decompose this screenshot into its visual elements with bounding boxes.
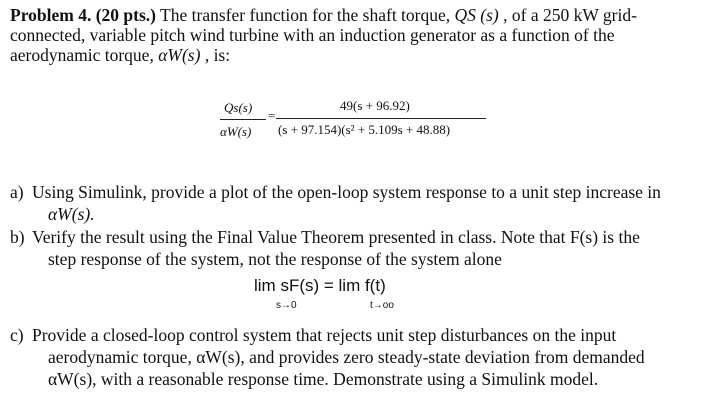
qs-symbol: QS (s) xyxy=(454,5,499,25)
tf-rhs-denominator: (s + 97.154)(s² + 5.109s + 48.88) xyxy=(278,122,451,137)
tf-lhs-denominator: αW(s) xyxy=(220,124,252,139)
fvt-sub-right: t→oo xyxy=(370,300,394,311)
item-a-label: a) xyxy=(10,182,24,202)
item-b-line-2: step response of the system, not the response of the system alone xyxy=(48,249,502,269)
item-a-line-1: Using Simulink, provide a plot of the open-loop system response to a unit step increase in xyxy=(32,182,661,202)
problem-text-1: The transfer function for the shaft torque, xyxy=(155,5,455,25)
item-c-label: c) xyxy=(10,325,24,345)
problem-line-2: connected, variable pitch wind turbine with an induction generator as a function of the xyxy=(10,25,615,45)
item-b-label: b) xyxy=(10,227,25,247)
final-value-theorem xyxy=(254,276,494,316)
problem-text-2: , of a 250 kW grid- xyxy=(498,5,637,25)
item-c-line-1: Provide a closed-loop control system that rejects unit step disturbances on the input xyxy=(32,325,617,345)
fvt-sub-left: s→0 xyxy=(276,300,297,311)
tf-equals: = xyxy=(268,108,276,123)
item-c-line-2: aerodynamic torque, αW(s), and provides zero steady-state deviation from demanded xyxy=(48,347,645,367)
problem-heading: Problem 4. (20 pts.) xyxy=(10,5,156,25)
item-b-line-1: Verify the result using the Final Value Theorem presented in class. Note that F(s) is the xyxy=(32,227,640,247)
item-c-line-3: αW(s), with a reasonable response time. Demonstrate using a Simulink model. xyxy=(48,369,599,389)
tf-rhs-fraction-bar xyxy=(276,118,486,119)
problem-statement xyxy=(10,5,700,65)
problem-text-3: aerodynamic torque, xyxy=(10,45,159,65)
item-a-line-2: αW(s). xyxy=(48,204,95,224)
problem-text-4: , is: xyxy=(200,45,231,65)
item-b xyxy=(10,226,700,270)
item-c xyxy=(10,324,700,390)
fvt-expression: lim sF(s) = lim f(t) xyxy=(254,276,386,295)
aw-symbol: αW(s) xyxy=(158,45,201,65)
transfer-function-equation xyxy=(210,92,500,172)
tf-rhs-numerator: 49(s + 96.92) xyxy=(340,98,410,113)
item-a xyxy=(10,181,700,225)
tf-lhs-numerator: Qs(s) xyxy=(224,100,253,115)
tf-lhs-fraction-bar xyxy=(220,119,266,120)
